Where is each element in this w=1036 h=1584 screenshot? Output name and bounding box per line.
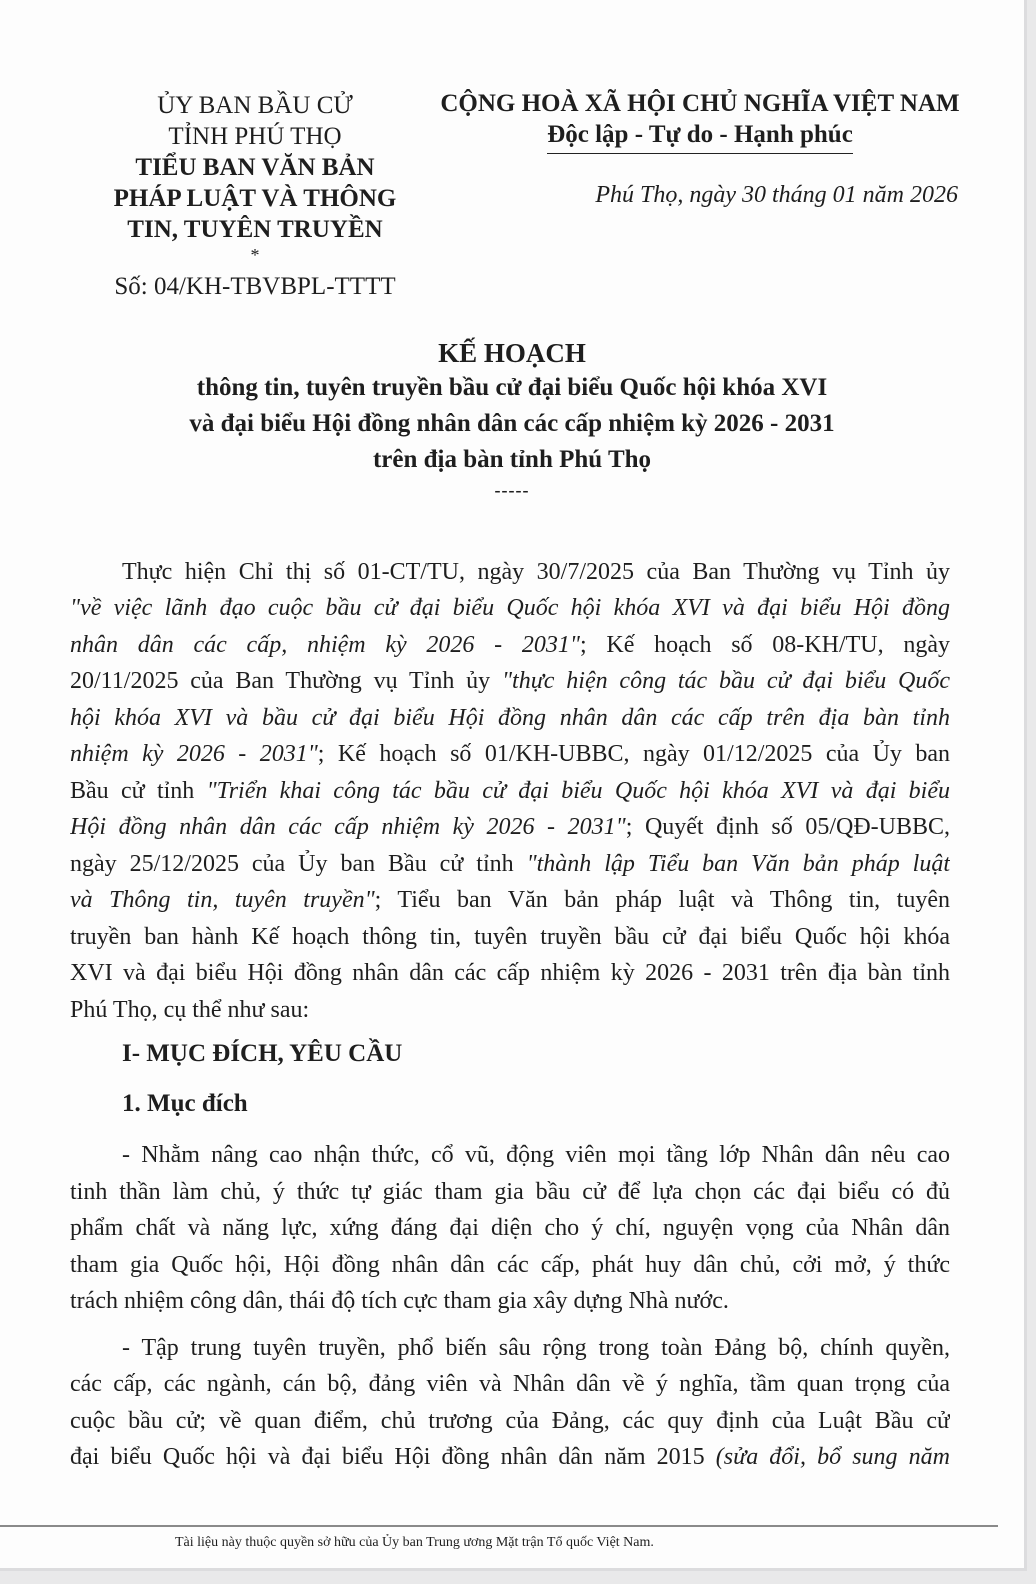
body-line: trách nhiệm công dân, thái độ tích cực tham gia xây dựng Nhà nước.	[70, 1288, 729, 1314]
intro-quote: Hội đồng nhân dân các cấp nhiệm kỳ 2026 - 2031"	[70, 814, 626, 840]
intro-quote: nhiệm kỳ 2026 - 2031"	[70, 741, 318, 767]
intro-line	[70, 627, 950, 663]
intro-line	[70, 663, 950, 699]
intro-text: ; Kế hoạch số 08-KH/TU, ngày	[579, 632, 950, 658]
body-line: - Nhằm nâng cao nhận thức, cổ vũ, động viên mọi tầng lớp Nhân dân nêu cao	[122, 1142, 950, 1168]
intro-line	[70, 809, 950, 845]
intro-line: Thực hiện Chỉ thị số 01-CT/TU, ngày 30/7/2025 của Ban Thường vụ Tỉnh ủy	[122, 559, 950, 585]
title-sub-line3: trên địa bàn tỉnh Phú Thọ	[372, 446, 652, 473]
intro-text: 20/11/2025 của Ban Thường vụ Tỉnh ủy	[70, 668, 502, 694]
national-motto: Độc lập - Tự do - Hạnh phúc	[547, 119, 853, 154]
title-separator: -----	[494, 480, 530, 500]
body-line: - Tập trung tuyên truyền, phổ biến sâu rộng trong toàn Đảng bộ, chính quyền,	[122, 1335, 950, 1361]
intro-line: truyền ban hành Kế hoạch thông tin, tuyên truyền bầu cử đại biểu Quốc hội khóa	[70, 924, 950, 950]
intro-line: Phú Thọ, cụ thể như sau:	[70, 997, 310, 1023]
body-line	[70, 1439, 950, 1475]
document-number: Số: 04/KH-TBVBPL-TTTT	[114, 273, 396, 300]
intro-line	[70, 736, 950, 772]
intro-line: XVI và đại biểu Hội đồng nhân dân các cấp nhiệm kỳ 2026 - 2031 trên địa bàn tỉnh	[70, 960, 950, 986]
section-heading: I- MỤC ĐÍCH, YÊU CẦU	[122, 1040, 403, 1067]
title-sub-line1: thông tin, tuyên truyền bầu cử đại biểu Quốc hội khóa XVI	[196, 374, 828, 401]
intro-text: ; Kế hoạch số 01/KH-UBBC, ngày 01/12/2025 của Ủy ban	[317, 741, 950, 767]
intro-text: ; Quyết định số 05/QĐ-UBBC,	[625, 814, 950, 840]
subsection-heading: 1. Mục đích	[122, 1090, 248, 1117]
body-line: các cấp, các ngành, cán bộ, đảng viên và Nhân dân về ý nghĩa, tầm quan trọng của	[70, 1371, 950, 1397]
footer-notice: Tài liệu này thuộc quyền sở hữu của Ủy ban Trung ương Mặt trận Tổ quốc Việt Nam.	[175, 1535, 654, 1550]
intro-quote: "thành lập Tiểu ban Văn bản pháp luật	[526, 851, 950, 877]
intro-text: ngày 25/12/2025 của Ủy ban Bầu cử tỉnh	[70, 851, 527, 877]
issuer-block	[60, 90, 450, 302]
issuer-suborg-line1: TIỂU BAN VĂN BẢN	[135, 154, 375, 181]
intro-line: "về việc lãnh đạo cuộc bầu cử đại biểu Quốc hội khóa XVI và đại biểu Hội đồng	[70, 595, 950, 621]
body-line: tinh thần làm chủ, ý thức tự giác tham gia bầu cử để lựa chọn các đại biểu có đủ	[70, 1179, 950, 1205]
intro-quote: nhân dân các cấp, nhiệm kỳ 2026 - 2031"	[70, 632, 580, 658]
intro-line	[70, 882, 950, 918]
title-main: KẾ HOẠCH	[438, 338, 586, 368]
issuer-org-line2: TỈNH PHÚ THỌ	[168, 123, 342, 150]
intro-line	[70, 846, 950, 882]
intro-quote: "thực hiện công tác bầu cử đại biểu Quốc	[501, 668, 950, 694]
issuer-org-line1: ỦY BAN BẦU CỬ	[157, 92, 353, 119]
issuer-suborg-line3: TIN, TUYÊN TRUYỀN	[127, 216, 383, 243]
place-date: Phú Thọ, ngày 30 tháng 01 năm 2026	[595, 182, 958, 208]
footer-divider	[0, 1525, 998, 1527]
intro-text: Bầu cử tỉnh	[70, 778, 207, 804]
intro-text: ; Tiểu ban Văn bản pháp luật và Thông tin, tuyên	[374, 887, 950, 913]
country-name: CỘNG HOÀ XÃ HỘI CHỦ NGHĨA VIỆT NAM	[440, 90, 960, 117]
body-italic: (sửa đổi, bổ sung năm	[715, 1444, 950, 1470]
document-title	[0, 336, 1024, 500]
title-sub-line2: và đại biểu Hội đồng nhân dân các cấp nhiệm kỳ 2026 - 2031	[189, 410, 835, 437]
body-line: tham gia Quốc hội, Hội đồng nhân dân các cấp, phát huy dân chủ, cởi mở, ý thức	[70, 1252, 950, 1278]
intro-quote: "Triển khai công tác bầu cử đại biểu Quốc hội khóa XVI và đại biểu	[206, 778, 950, 804]
issuer-star: *	[250, 245, 260, 265]
issuer-suborg-line2: PHÁP LUẬT VÀ THÔNG	[113, 185, 397, 212]
body-line: phẩm chất và năng lực, xứng đáng đại diện cho ý chí, nguyện vọng của Nhân dân	[70, 1215, 950, 1241]
intro-line	[70, 773, 950, 809]
intro-line: hội khóa XVI và bầu cử đại biểu Hội đồng nhân dân các cấp trên địa bàn tỉnh	[70, 705, 950, 731]
national-header	[400, 88, 1000, 154]
body-text: đại biểu Quốc hội và đại biểu Hội đồng nhân dân năm 2015	[70, 1444, 716, 1470]
body-line: cuộc bầu cử; về quan điểm, chủ trương của Đảng, các quy định của Luật Bầu cử	[70, 1408, 950, 1434]
intro-quote: và Thông tin, tuyên truyền"	[70, 887, 375, 913]
